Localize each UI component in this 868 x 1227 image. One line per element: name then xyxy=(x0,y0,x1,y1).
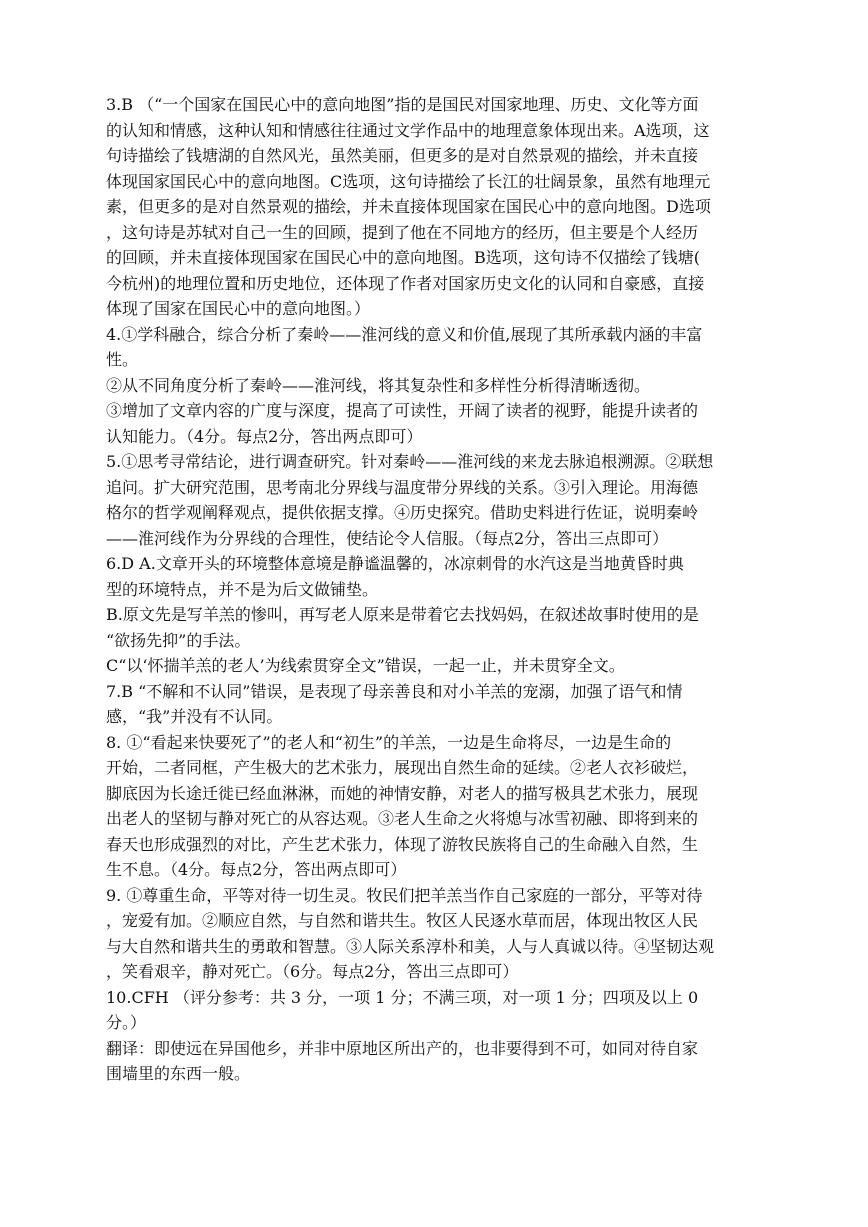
text-line: ③增加了文章内容的广度与深度，提高了可读性，开阔了读者的视野，能提升读者的 xyxy=(106,401,699,420)
text-line: 追问。扩大研究范围，思考南北分界线与温度带分界线的关系。③引入理论。用海德 xyxy=(106,477,699,497)
text-line: 围墙里的东西一般。 xyxy=(106,1064,251,1083)
text-line: 的回顾，并未直接体现国家在国民心中的意向地图。B选项，这句诗不仅描绘了钱塘( xyxy=(106,248,701,267)
text-line: 5.①思考寻常结论，进行调查研究。针对秦岭——淮河线的来龙去脉追根溯源。②联想 xyxy=(106,452,714,471)
text-line: 9. ①尊重生命，平等对待一切生灵。牧民们把羊羔当作自己家庭的一部分，平等对待 xyxy=(106,885,703,905)
text-line: 性。 xyxy=(106,350,139,369)
text-line: 今杭州)的地理位置和历史地位，还体现了作者对国家历史文化的认同和自豪感，直接 xyxy=(106,273,705,293)
text-line: 6.D A.文章开头的环境整体意境是静谧温馨的，冰凉刺骨的水汽这是当地黄昏时典 xyxy=(106,554,684,573)
text-line: ，宠爱有加。②顺应自然，与自然和谐共生。牧区人民逐水草而居，体现出牧区人民 xyxy=(106,911,699,930)
text-line: 出老人的坚韧与静对死亡的从容达观。③老人生命之火将熄与冰雪初融、即将到来的 xyxy=(106,809,699,828)
text-line: 体现了国家在国民心中的意向地图。） xyxy=(106,299,371,318)
text-line: 句诗描绘了钱塘湖的自然风光，虽然美丽，但更多的是对自然景观的描绘，并未直接 xyxy=(106,146,699,165)
text-line: 生不息。（4分。每点2分，答出两点即可） xyxy=(106,860,407,879)
text-line: 脚底因为长途迁徙已经血淋淋，而她的神情安静，对老人的描写极具艺术张力，展现 xyxy=(106,783,699,803)
text-line: 4.①学科融合，综合分析了秦岭——淮河线的意义和价值,展现了其所承载内涵的丰富 xyxy=(106,324,703,344)
text-line: “欲扬先抑”的手法。 xyxy=(106,630,251,650)
text-line: 7.B “不解和不认同”错误，是表现了母亲善良和对小羊羔的宠溺，加强了语气和情 xyxy=(106,681,683,701)
text-line: ——淮河线作为分界线的合理性，使结论令人信服。（每点2分，答出三点即可） xyxy=(106,528,669,548)
text-line: 春天也形成强烈的对比，产生艺术张力，体现了游牧民族将自己的生命融入自然，生 xyxy=(106,834,699,854)
text-line: 素，但更多的是对自然景观的描绘，并未直接体现国家在国民心中的意向地图。D选项 xyxy=(106,197,711,216)
text-line: 10.CFH （评分参考：共 3 分，一项 1 分；不满三项，对一项 1 分；四项及以上 0 xyxy=(106,987,699,1007)
text-line: 翻译：即使远在异国他乡，并非中原地区所出产的，也非要得到不可，如同对待自家 xyxy=(106,1038,699,1058)
text-line: C“以‘怀揣羊羔的老人’为线索贯穿全文”错误，一起一止，并未贯穿全文。 xyxy=(106,656,625,675)
text-line: B.原文先是写羊羔的惨叫，再写老人原来是带着它去找妈妈，在叙述故事时使用的是 xyxy=(106,605,699,624)
text-line: 型的环境特点，并不是为后文做铺垫。 xyxy=(106,579,379,599)
text-line: 认知能力。（4分。每点2分，答出两点即可） xyxy=(106,426,423,446)
text-line: 开始，二者同框，产生极大的艺术张力，展现出自然生命的延续。②老人衣衫破烂， xyxy=(106,758,699,777)
text-line: ，这句诗是苏轼对自己一生的回顾，提到了他在不同地方的经历，但主要是个人经历 xyxy=(106,222,699,242)
text-line: 与大自然和谐共生的勇敢和智慧。③人际关系淳朴和美，人与人真诚以待。④坚韧达观 xyxy=(106,936,715,956)
text-line: 8. ①“看起来快要死了”的老人和“初生”的羊羔，一边是生命将尽，一边是生命的 xyxy=(106,732,672,752)
text-line: 3.B （“一个国家在国民心中的意向地图”指的是国民对国家地理、历史、文化等方面 xyxy=(106,95,699,114)
text-line: ②从不同角度分析了秦岭——淮河线，将其复杂性和多样性分析得清晰透彻。 xyxy=(106,375,651,395)
text-line: ，笑看艰辛，静对死亡。（6分。每点2分，答出三点即可） xyxy=(106,962,519,981)
answer-key-document xyxy=(106,92,766,1087)
text-line: 感，“我”并没有不认同。 xyxy=(106,707,283,726)
text-line: 格尔的哲学观阐释观点，提供依据支撑。④历史探究。借助史料进行佐证，说明秦岭 xyxy=(106,503,699,522)
text-line: 分。） xyxy=(106,1013,147,1032)
text-line: 的认知和情感，这种认知和情感往往通过文学作品中的地理意象体现出来。A选项，这 xyxy=(106,120,710,140)
text-line: 体现国家国民心中的意向地图。C选项，这句诗描绘了长江的壮阔景象，虽然有地理元 xyxy=(106,171,711,191)
